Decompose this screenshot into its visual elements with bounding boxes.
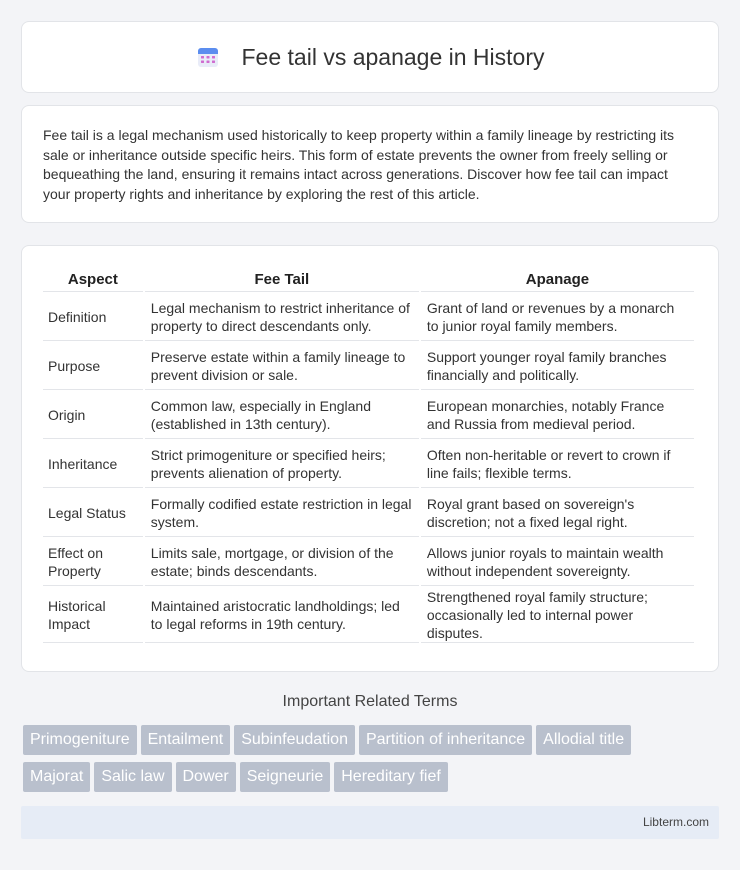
table-row [43, 392, 694, 439]
aspect-cell: Purpose [43, 343, 143, 390]
related-term-tag[interactable]: Primogeniture [23, 725, 137, 755]
aspect-cell: Origin [43, 392, 143, 439]
aspect-cell: Effect on Property [43, 539, 143, 586]
related-term-tag[interactable]: Majorat [23, 762, 90, 792]
related-term-tag[interactable]: Subinfeudation [234, 725, 355, 755]
apanage-cell: Royal grant based on sovereign's discretion; not a fixed legal right. [421, 490, 694, 537]
related-term-tag[interactable]: Salic law [94, 762, 171, 792]
related-term-tag[interactable]: Partition of inheritance [359, 725, 532, 755]
fee-tail-cell: Legal mechanism to restrict inheritance of property to direct descendants only. [145, 294, 419, 341]
footer-site-link[interactable]: Libterm.com [642, 815, 709, 829]
aspect-cell: Definition [43, 294, 143, 341]
header-apanage: Apanage [421, 268, 694, 292]
table-row [43, 441, 694, 488]
comparison-table [41, 266, 696, 645]
related-term-tag[interactable]: Seigneurie [240, 762, 331, 792]
calendar-icon [196, 45, 220, 69]
fee-tail-cell: Maintained aristocratic landholdings; led to legal reforms in 19th century. [145, 588, 419, 643]
footer [21, 806, 719, 839]
aspect-cell: Legal Status [43, 490, 143, 537]
aspect-cell: Historical Impact [43, 588, 143, 643]
related-terms-list [23, 725, 713, 799]
related-terms-title: Important Related Terms [282, 693, 458, 710]
apanage-cell: Strengthened royal family structure; occasionally led to internal power disputes. [421, 588, 694, 643]
fee-tail-cell: Common law, especially in England (established in 13th century). [145, 392, 419, 439]
fee-tail-cell: Formally codified estate restriction in legal system. [145, 490, 419, 537]
table-row [43, 343, 694, 390]
aspect-cell: Inheritance [43, 441, 143, 488]
fee-tail-cell: Preserve estate within a family lineage to prevent division or sale. [145, 343, 419, 390]
intro-text: Fee tail is a legal mechanism used historically to keep property within a family lineage by restricting its sale or inheritance outside specific heirs. This form of estate prevents the owner from freely selling or bequeathing the land, ensuring it remains intact across generations. Discover how fee tail can impact your property rights and inheritance by exploring the rest of this article. [43, 127, 675, 202]
intro-card [21, 105, 719, 223]
table-header-row [43, 268, 694, 292]
header-aspect: Aspect [43, 268, 143, 292]
header-fee-tail: Fee Tail [145, 268, 419, 292]
apanage-cell: Grant of land or revenues by a monarch to junior royal family members. [421, 294, 694, 341]
table-row [43, 490, 694, 537]
table-row [43, 294, 694, 341]
related-term-tag[interactable]: Hereditary fief [334, 762, 448, 792]
apanage-cell: Support younger royal family branches financially and politically. [421, 343, 694, 390]
apanage-cell: European monarchies, notably France and Russia from medieval period. [421, 392, 694, 439]
title-card [21, 21, 719, 93]
comparison-table-card [21, 245, 719, 672]
apanage-cell: Often non-heritable or revert to crown if line fails; flexible terms. [421, 441, 694, 488]
related-term-tag[interactable]: Entailment [141, 725, 231, 755]
apanage-cell: Allows junior royals to maintain wealth without independent sovereignty. [421, 539, 694, 586]
page-title: Fee tail vs apanage in History [241, 43, 545, 70]
fee-tail-cell: Strict primogeniture or specified heirs; prevents alienation of property. [145, 441, 419, 488]
related-term-tag[interactable]: Dower [176, 762, 236, 792]
related-term-tag[interactable]: Allodial title [536, 725, 631, 755]
fee-tail-cell: Limits sale, mortgage, or division of the estate; binds descendants. [145, 539, 419, 586]
table-row [43, 588, 694, 643]
table-row [43, 539, 694, 586]
